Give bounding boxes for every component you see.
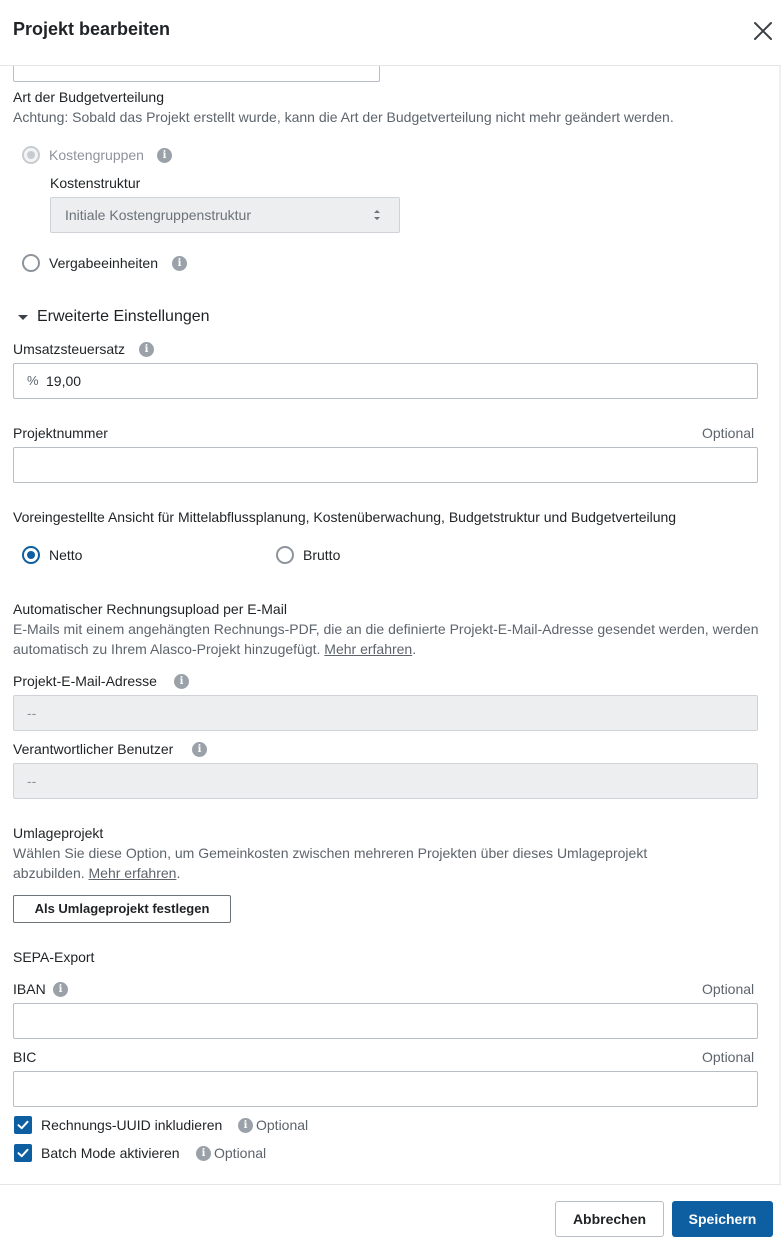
info-icon[interactable]: i [196,1146,211,1161]
cost-structure-select[interactable] [50,197,400,233]
radio-award-units-label: Vergabeeinheiten [49,255,158,271]
responsible-user-input[interactable] [13,763,758,799]
uuid-optional: Optional [256,1117,309,1133]
checkmark-icon [14,1144,32,1162]
close-icon[interactable] [750,18,776,44]
checkmark-icon [14,1116,32,1134]
project-number-input[interactable] [13,447,758,483]
radio-net[interactable] [22,546,40,564]
vat-label: Umsatzsteuersatz [13,341,126,357]
iban-optional: Optional [702,981,755,997]
cancel-button[interactable]: Abbrechen [555,1201,664,1237]
responsible-user-value: -- [27,773,37,789]
budget-distribution-warning: Achtung: Sobald das Projekt erstellt wurde, kann die Art der Budgetverteilung nicht mehr geändert werden. [13,109,674,125]
radio-cost-groups[interactable] [22,146,40,164]
radio-award-units[interactable] [22,254,40,272]
dialog-footer [0,1184,781,1246]
allocation-description: Wählen Sie diese Option, um Gemeinkosten zwischen mehreren Projekten über dieses Umlageprojekt abzubilden. Mehr erfahren. [13,845,648,881]
allocation-heading: Umlageprojekt [13,825,104,841]
info-icon[interactable]: i [157,148,172,163]
bic-input[interactable] [13,1071,758,1107]
email-upload-heading: Automatischer Rechnungsupload per E-Mail [13,601,287,617]
project-number-label: Projektnummer [13,425,108,441]
project-email-label: Projekt-E-Mail-Adresse [13,673,157,689]
sepa-heading: SEPA-Export [13,949,95,965]
iban-input[interactable] [13,1003,758,1039]
uuid-label: Rechnungs-UUID inkludieren [41,1117,223,1133]
radio-gross[interactable] [276,546,294,564]
dialog-title: Projekt bearbeiten [13,19,171,39]
project-email-input[interactable] [13,695,758,731]
radio-net-label: Netto [49,547,83,563]
sort-arrows-icon [372,208,382,225]
info-icon[interactable]: i [238,1118,253,1133]
bic-label: BIC [13,1049,37,1065]
default-view-label: Voreingestellte Ansicht für Mittelabflussplanung, Kostenüberwachung, Budgetstruktur und Budgetverteilung [13,509,677,525]
batch-mode-label: Batch Mode aktivieren [41,1145,180,1161]
dialog-header [0,0,781,66]
project-email-value: -- [27,705,37,721]
caret-down-icon [13,309,33,327]
info-icon[interactable]: i [53,982,68,997]
info-icon[interactable]: i [172,256,187,271]
batch-mode-checkbox[interactable] [14,1144,32,1162]
save-button[interactable]: Speichern [672,1201,773,1237]
project-field-partial[interactable] [13,66,380,82]
email-learn-more-link[interactable]: Mehr erfahren [324,641,413,657]
info-icon[interactable]: i [174,674,189,689]
batch-mode-optional: Optional [214,1145,267,1161]
cost-structure-label: Kostenstruktur [50,175,141,191]
info-icon[interactable]: i [192,742,207,757]
email-upload-description: E-Mails mit einem angehängten Rechnungs-PDF, die an die definierte Projekt-E-Mail-Adresse gesendet werden, werden automatisch zu Ihrem Alasco-Projekt hinzugefügt. Mehr erfahren. [13,621,759,657]
set-allocation-project-button[interactable]: Als Umlageprojekt festlegen [13,895,231,923]
project-number-optional: Optional [702,425,755,441]
radio-cost-groups-label: Kostengruppen [49,147,144,163]
responsible-user-label: Verantwortlicher Benutzer [13,741,174,757]
vat-input[interactable] [13,363,758,399]
radio-gross-label: Brutto [303,547,341,563]
dialog-body[interactable] [0,66,781,1184]
iban-label: IBAN [13,981,46,997]
cost-structure-value: Initiale Kostengruppenstruktur [65,207,251,223]
vat-value: 19,00 [46,373,82,389]
percent-prefix: % [27,373,39,388]
allocation-learn-more-link[interactable]: Mehr erfahren [88,865,177,881]
advanced-settings-label: Erweiterte Einstellungen [37,308,210,325]
info-icon[interactable]: i [139,342,154,357]
uuid-checkbox[interactable] [14,1116,32,1134]
bic-optional: Optional [702,1049,755,1065]
budget-distribution-heading: Art der Budgetverteilung [13,89,164,105]
